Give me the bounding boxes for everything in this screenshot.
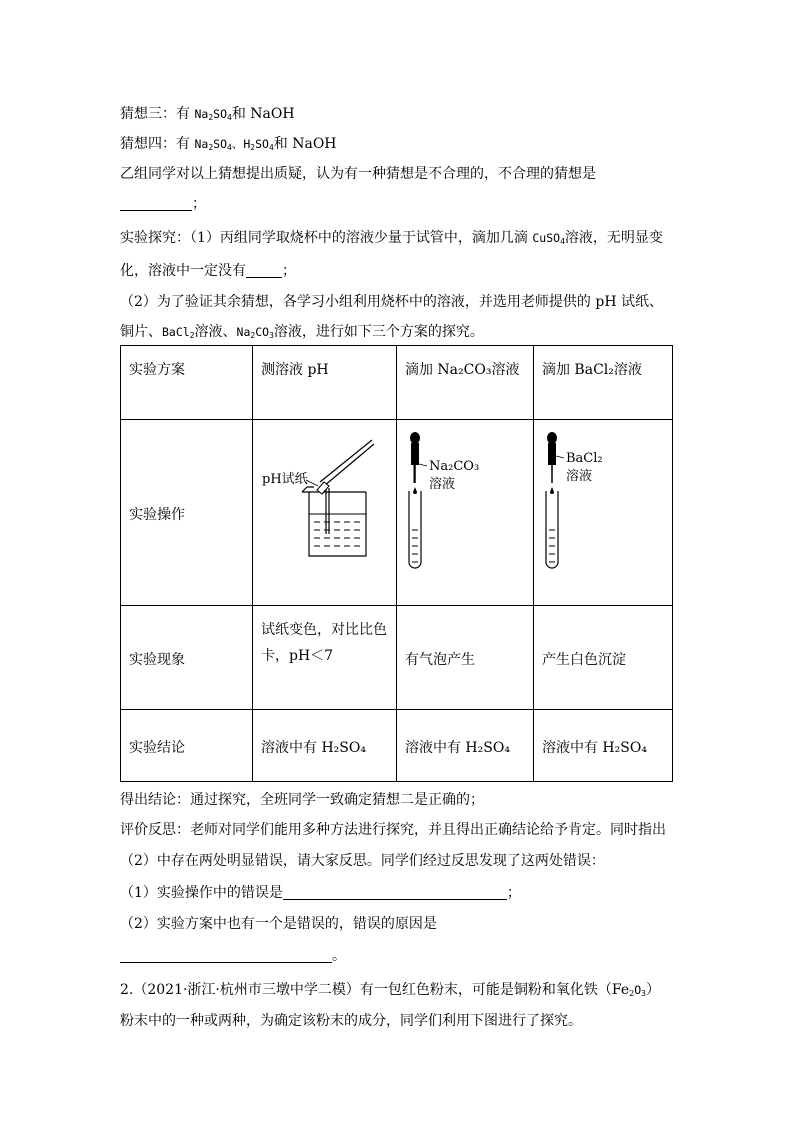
na2co3-dropper-diagram: [397, 420, 533, 604]
answer-blank-1[interactable]: [120, 196, 192, 211]
na2so4-h2so4-formula: $Na_2SO_4$、$H_2SO_4$: [194, 137, 274, 152]
table-header-cell: 测溶液 pH: [253, 346, 397, 420]
table-row-operation: [121, 420, 673, 606]
doubt-text: 乙组同学对以上猜想提出质疑，认为有一种猜想是不合理的，不合理的猜想是: [120, 166, 596, 182]
answer-blank-2[interactable]: [246, 263, 282, 278]
question-2-line-2: 粉末中的一种或两种，为确定该粉末的成分，同学们利用下图进行了探究。: [120, 1013, 582, 1029]
table-row-label: 实验结论: [121, 710, 253, 782]
na2co3-label-line2: 溶液: [428, 477, 455, 492]
na2co3-label-line1: Na₂CO₃: [428, 459, 480, 474]
table-header-cell: 实验方案: [121, 346, 253, 420]
table-row-label: 实验现象: [121, 606, 253, 710]
beaker-diagram-cell: [253, 420, 397, 606]
table-row-conclusion: [121, 710, 673, 782]
table-cell: 有气泡产生: [396, 606, 533, 710]
beaker-diagram: [254, 420, 396, 604]
table-cell: 试纸变色，对比比色卡，pH＜7: [253, 606, 397, 710]
explore-1-line-b: 化，溶液中一定没有 ；: [120, 263, 296, 279]
question-2-line-1: 2.（2021·浙江·杭州市三墩中学二模）有一包红色粉末，可能是铜粉和氧化铁$(Fe_2O_3)$: [120, 982, 660, 998]
explore-1-line-a: 实验探究：（1）丙组同学取烧杯中的溶液少量于试管中，滴加几滴 CuSO$_4$溶液，无明显变: [120, 230, 663, 246]
error-1-line: （1）实验操作中的错误是 ；: [120, 885, 521, 901]
answer-blank-3[interactable]: [283, 885, 507, 900]
hypothesis-4-tail: 和 NaOH: [273, 136, 337, 152]
cuso4-formula: CuSO$_4$: [532, 231, 565, 246]
table-header-cell: 滴加 BaCl₂溶液: [533, 346, 672, 420]
reflect-line-1: 评价反思：老师对同学们能用多种方法进行探究，并且得出正确结论给予肯定。同时指出: [120, 822, 666, 838]
hypothesis-3-tail: 和 NaOH: [231, 106, 295, 122]
table-row-plan: [121, 346, 673, 420]
table-cell: 溶液中有 H₂SO₄: [396, 710, 533, 782]
hypothesis-3-prefix: 猜想三：有: [120, 106, 195, 122]
table-cell: 溶液中有 H₂SO₄: [253, 710, 397, 782]
na2co3-formula: $Na_2CO_3$: [236, 325, 274, 340]
na2co3-dropper-cell: [396, 420, 533, 606]
explore-2-line-b: 铜片、BaCl$_2$溶液、$Na_2CO_3$溶液，进行如下三个方案的探究。: [120, 324, 484, 340]
bacl2-dropper-diagram: [534, 420, 672, 604]
ph-paper-label: pH试纸: [261, 472, 308, 487]
error-2-line: （2）实验方案中也有一个是错误的，错误的原因是: [120, 916, 437, 932]
error-2-answer-line: 。: [120, 946, 346, 966]
experiment-table: [120, 345, 673, 782]
table-row-phenomenon: [121, 606, 673, 710]
table-cell: 产生白色沉淀: [533, 606, 672, 710]
bacl2-label-line1: BaCl₂: [565, 451, 603, 466]
hypothesis-4: [120, 134, 337, 158]
hypothesis-3: [120, 104, 295, 128]
table-row-label: 实验操作: [121, 420, 253, 606]
table-header-cell: 滴加 Na₂CO₃溶液: [396, 346, 533, 420]
hypothesis-4-prefix: 猜想四：有: [120, 136, 195, 152]
explore-2-line-a: （2）为了验证其余猜想，各学习小组利用烧杯中的溶液，并选用老师提供的 pH 试纸、: [120, 294, 663, 310]
table-cell: 溶液中有 H₂SO₄: [533, 710, 672, 782]
reflect-line-2: （2）中存在两处明显错误，请大家反思。同学们经过反思发现了这两处错误：: [120, 853, 605, 869]
bacl2-dropper-cell: [533, 420, 672, 606]
bacl2-label-line2: 溶液: [565, 469, 592, 484]
conclusion-text: 得出结论：通过探究，全班同学一致确定猜想二是正确的；: [120, 792, 484, 808]
answer-blank-4[interactable]: [120, 948, 332, 963]
semicolon: ；: [192, 196, 206, 212]
doubt-answer-line: [120, 194, 206, 214]
na2so4-formula: $Na_2SO_4$: [194, 107, 232, 122]
bacl2-formula: BaCl$_2$: [162, 325, 195, 340]
